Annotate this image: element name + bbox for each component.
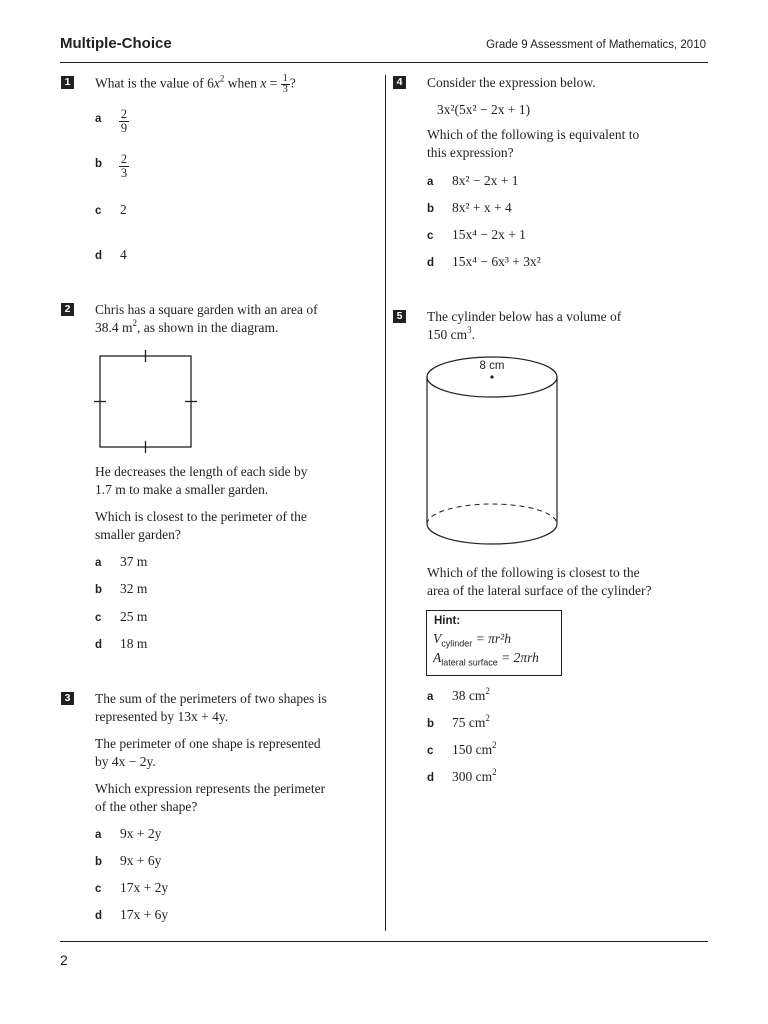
- option-label: c: [95, 883, 102, 895]
- option-4c-value[interactable]: 15x⁴ − 2x + 1: [452, 227, 526, 242]
- question-2-para3-line1: Which is closest to the perimeter of the: [95, 509, 307, 524]
- option-label: d: [95, 910, 103, 922]
- question-3-para2-line2: by 4x − 2y.: [95, 754, 156, 769]
- option-1c-value[interactable]: 2: [120, 202, 127, 217]
- hint-lateral-area-formula: $A_{lateral surface} = 2\pi rh$: [433, 650, 539, 668]
- option-3d-value[interactable]: 17x + 6y: [120, 907, 169, 922]
- option-1d-value[interactable]: 4: [120, 247, 127, 262]
- option-5d-value[interactable]: 300 $cm^2$: [452, 767, 497, 784]
- cylinder-bottom-front-arc: [427, 524, 557, 544]
- option-label: a: [427, 176, 434, 188]
- option-4a-value[interactable]: 8x² − 2x + 1: [452, 173, 519, 188]
- option-4b-value[interactable]: 8x² + x + 4: [452, 200, 512, 215]
- question-3-para3-line2: of the other shape?: [95, 799, 198, 814]
- hint-volume-formula: $V_{cylinder} = \pi r^2h$: [433, 631, 511, 649]
- option-label: d: [427, 772, 435, 784]
- question-3-para3-line1: Which expression represents the perimeter: [95, 781, 326, 796]
- question-2-stem-line1: Chris has a square garden with an area of: [95, 302, 318, 317]
- question-3-stem-line1: The sum of the perimeters of two shapes is: [95, 691, 327, 706]
- question-2-stem-line2: 38.4 $m^2$, as shown in the diagram.: [95, 318, 279, 335]
- question-2-para3-line2: smaller garden?: [95, 527, 181, 542]
- question-4-stem: Consider the expression below.: [427, 75, 596, 90]
- option-3a-value[interactable]: 9x + 2y: [120, 826, 162, 841]
- hint-box: [426, 610, 562, 676]
- option-2a-value[interactable]: 37 m: [120, 554, 148, 569]
- cylinder-diagram: [420, 352, 565, 552]
- fraction-one-third: $\frac{1}{3}$: [282, 73, 288, 95]
- option-label: c: [95, 205, 102, 217]
- square-outline: [100, 356, 191, 447]
- option-label: b: [95, 584, 103, 596]
- assessment-title: Grade 9 Assessment of Mathematics, 2010: [486, 39, 706, 51]
- option-label: c: [95, 612, 102, 624]
- option-label: b: [95, 856, 103, 868]
- section-title: Multiple-Choice: [60, 35, 172, 52]
- option-4d-value[interactable]: 15x⁴ − 6x³ + 3x²: [452, 254, 541, 269]
- diameter-label: 8 cm: [479, 360, 505, 372]
- question-2-para2-line2: 1.7 m to make a smaller garden.: [95, 482, 269, 497]
- column-divider: [385, 75, 386, 931]
- square-garden-diagram: [90, 348, 205, 456]
- option-2c-value[interactable]: 25 m: [120, 609, 148, 624]
- header-rule: [60, 62, 708, 63]
- option-1b-value[interactable]: $\frac{2}{3}$: [120, 152, 128, 180]
- question-3-para2-line1: The perimeter of one shape is represented: [95, 736, 321, 751]
- question-number-4: 4: [393, 76, 406, 89]
- question-number-5: 5: [393, 310, 406, 323]
- option-3c-value[interactable]: 17x + 2y: [120, 880, 169, 895]
- option-label: d: [95, 639, 103, 651]
- question-number-1: 1: [61, 76, 74, 89]
- option-2d-value[interactable]: 18 m: [120, 636, 148, 651]
- option-5a-value[interactable]: 38 $cm^2$: [452, 686, 490, 703]
- footer-rule: [60, 941, 708, 942]
- option-label: c: [427, 230, 434, 242]
- question-5-para2-line1: Which of the following is closest to the: [427, 565, 640, 580]
- question-number-3: 3: [61, 692, 74, 705]
- hint-title: Hint:: [434, 615, 461, 627]
- question-3-stem-line2: represented by 13x + 4y.: [95, 709, 229, 724]
- option-2b-value[interactable]: 32 m: [120, 581, 148, 596]
- option-5b-value[interactable]: 75 $cm^2$: [452, 713, 490, 730]
- question-4-para2-line2: this expression?: [427, 145, 514, 160]
- option-label: a: [95, 557, 102, 569]
- question-2-para2-line1: He decreases the length of each side by: [95, 464, 308, 479]
- option-label: c: [427, 745, 434, 757]
- question-5-para2-line2: area of the lateral surface of the cylinder?: [427, 583, 652, 598]
- question-5-stem-line1: The cylinder below has a volume of: [427, 309, 622, 324]
- option-label: b: [427, 718, 435, 730]
- option-5c-value[interactable]: 150 $cm^2$: [452, 740, 497, 757]
- option-3b-value[interactable]: 9x + 6y: [120, 853, 162, 868]
- option-label: d: [95, 250, 103, 262]
- question-4-expression: 3x²(5x² − 2x + 1): [437, 102, 531, 117]
- question-1-stem: What is the value of $6x^2$ when x = $\frac{1}{3}$ ?: [95, 73, 296, 95]
- option-1a-value[interactable]: $\frac{2}{9}$: [120, 107, 128, 135]
- question-number-2: 2: [61, 303, 74, 316]
- option-label: b: [95, 158, 103, 170]
- option-label: a: [95, 829, 102, 841]
- cylinder-bottom-hidden-arc: [427, 504, 557, 524]
- option-label: d: [427, 257, 435, 269]
- option-label: b: [427, 203, 435, 215]
- question-4-para2-line1: Which of the following is equivalent to: [427, 127, 640, 142]
- cylinder-center-point: [490, 375, 493, 378]
- option-label: a: [95, 113, 102, 125]
- question-5-stem-line2: 150 $cm^3$.: [427, 325, 475, 342]
- option-label: a: [427, 691, 434, 703]
- page-number: 2: [60, 952, 68, 968]
